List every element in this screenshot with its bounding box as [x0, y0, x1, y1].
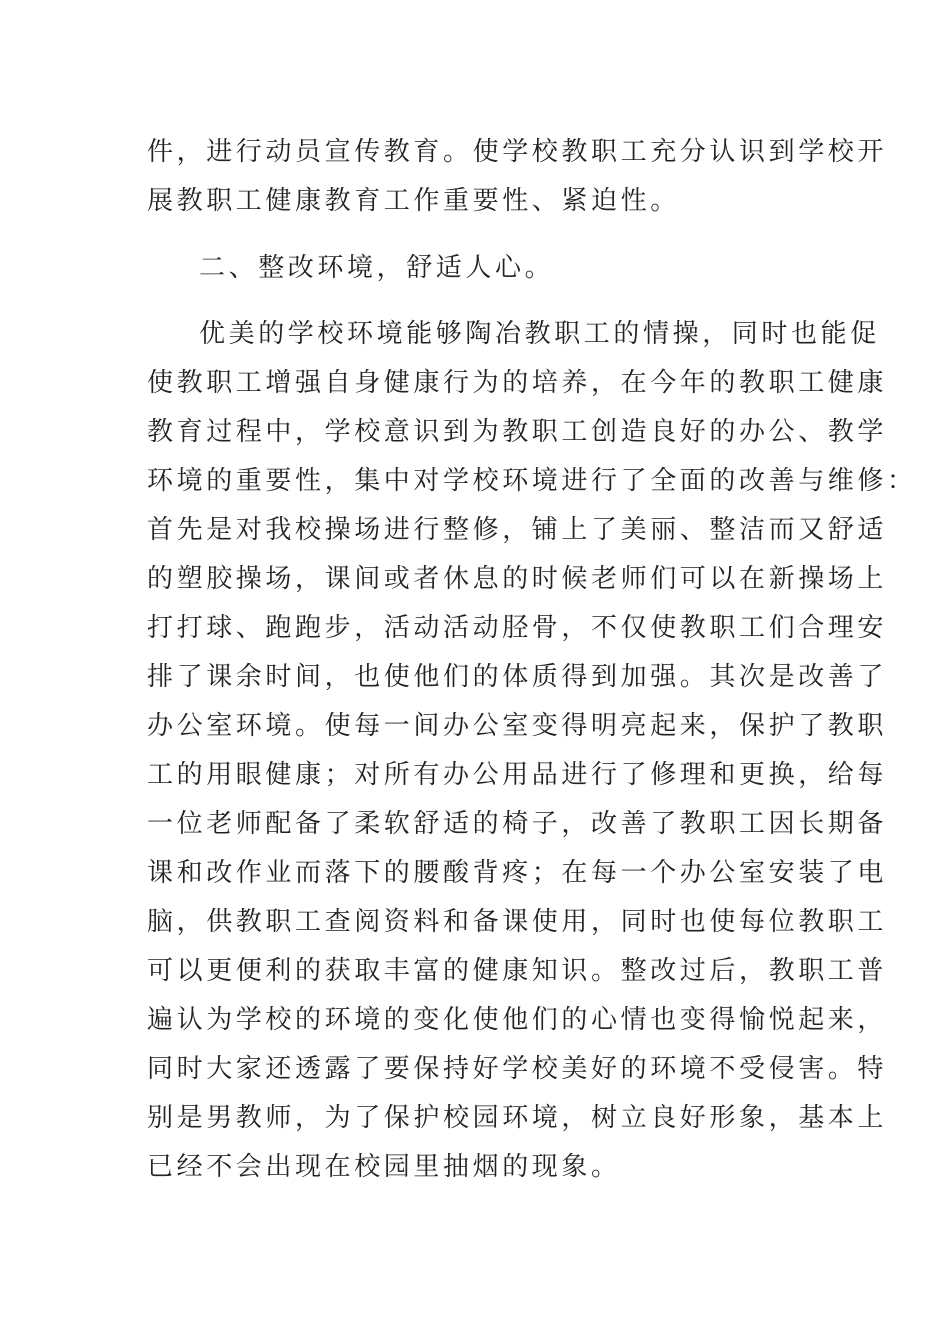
paragraph-line: 优美的学校环境能够陶冶教职工的情操，同时也能促: [199, 319, 880, 349]
section-heading-text: 二、整改环境，舒适人心。: [199, 253, 555, 283]
paragraph-line: 办公室环境。使每一间办公室变得明亮起来，保护了教职: [147, 711, 888, 741]
paragraph-line: 可以更便利的获取丰富的健康知识。整改过后，教职工普: [147, 956, 888, 986]
section-heading: [147, 244, 807, 293]
paragraph-line: 首先是对我校操场进行整修，铺上了美丽、整洁而又舒适: [147, 515, 888, 545]
paragraph-line: 排了课余时间，也使他们的体质得到加强。其次是改善了: [147, 662, 888, 692]
paragraph-line: 件，进行动员宣传教育。使学校教职工充分认识到学校开: [147, 137, 888, 167]
paragraph-line: 课和改作业而落下的腰酸背疼；在每一个办公室安装了电: [147, 858, 888, 888]
paragraph-line: 遍认为学校的环境的变化使他们的心情也变得愉悦起来，: [147, 1005, 888, 1035]
paragraph-line: 一位老师配备了柔软舒适的椅子，改善了教职工因长期备: [147, 809, 888, 839]
paragraph-line: 的塑胶操场，课间或者休息的时候老师们可以在新操场上: [147, 564, 888, 594]
paragraph-line: 脑，供教职工查阅资料和备课使用，同时也使每位教职工: [147, 907, 888, 937]
paragraph-line: 教育过程中，学校意识到为教职工创造良好的办公、教学: [147, 417, 888, 447]
paragraph-line: 别是男教师，为了保护校园环境，树立良好形象，基本上: [147, 1103, 888, 1133]
paragraph-line: 已经不会出现在校园里抽烟的现象。: [147, 1152, 621, 1182]
paragraph-line: 工的用眼健康；对所有办公用品进行了修理和更换，给每: [147, 760, 888, 790]
paragraph-line: 同时大家还透露了要保持好学校美好的环境不受侵害。特: [147, 1054, 888, 1084]
paragraph-line: 使教职工增强自身健康行为的培养，在今年的教职工健康: [147, 368, 888, 398]
paragraph-environment: [147, 310, 917, 1192]
paragraph-continuation: [147, 128, 888, 226]
paragraph-line: 环境的重要性，集中对学校环境进行了全面的改善与维修：: [147, 466, 917, 496]
paragraph-line: 打打球、跑跑步，活动活动胫骨，不仅使教职工们合理安: [147, 613, 888, 643]
paragraph-line: 展教职工健康教育工作重要性、紧迫性。: [147, 186, 680, 216]
